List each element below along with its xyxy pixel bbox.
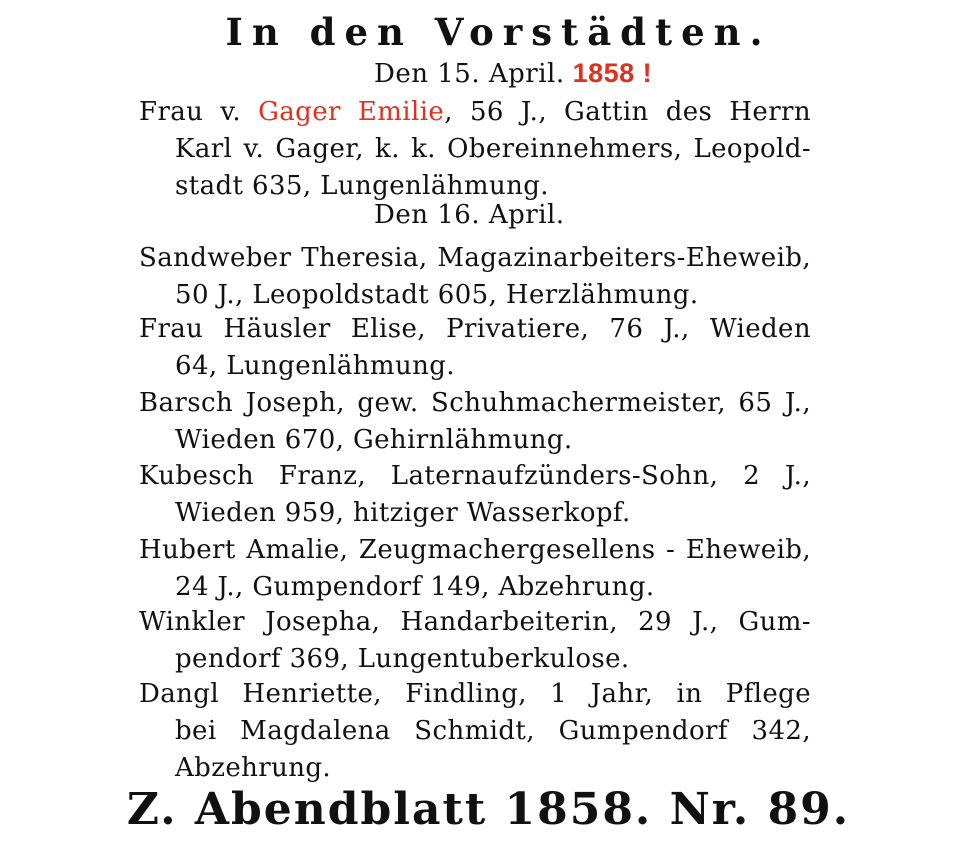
death-notice-barsch: [139, 385, 811, 459]
source-citation: Z. Abendblatt 1858. Nr. 89.: [126, 784, 851, 835]
entry-line: Frau Häusler Elise, Privatiere, 76 J., Wieden: [139, 314, 811, 344]
entry-line: Frau v. Gager Emilie, 56 J., Gattin des Herrn: [139, 97, 812, 127]
date-label: Den 16. April.: [374, 200, 565, 230]
date-line-16-april: [374, 200, 565, 230]
section-heading: In den Vorstädten.: [225, 10, 772, 54]
entry-line: pendorf 369, Lungentuberkulose.: [175, 644, 630, 674]
entry-line: Kubesch Franz, Laternaufzünders-Sohn, 2 J.,: [139, 461, 811, 491]
entry-line: Karl v. Gager, k. k. Obereinnehmers, Leopold-: [175, 134, 811, 164]
death-notice-hubert: [139, 532, 811, 606]
entry-line: 50 J., Leopoldstadt 605, Herzlähmung.: [175, 280, 699, 310]
entry-line: Wieden 959, hitziger Wasserkopf.: [175, 498, 631, 528]
death-notice-sandweber: [139, 240, 811, 314]
entry-line: 24 J., Gumpendorf 149, Abzehrung.: [175, 572, 655, 602]
death-notice-dangl: [139, 676, 811, 787]
entry-line: Winkler Josepha, Handarbeiterin, 29 J., Gum-: [139, 607, 811, 637]
entry-line: Wieden 670, Gehirnlähmung.: [175, 425, 573, 455]
entry-line: Dangl Henriette, Findling, 1 Jahr, in Pflege: [139, 679, 811, 709]
death-notice-kubesch: [139, 458, 811, 532]
year-annotation: 1858 !: [572, 58, 653, 88]
date-label: Den 15. April.: [374, 59, 565, 89]
death-notice-gager: [139, 94, 811, 205]
entry-line: Sandweber Theresia, Magazinarbeiters-Eheweib,: [139, 243, 811, 273]
entry-line: Barsch Joseph, gew. Schuhmachermeister, 65 J.,: [139, 388, 811, 418]
entry-line: bei Magdalena Schmidt, Gumpendorf 342,: [175, 716, 811, 746]
entry-line: Abzehrung.: [175, 753, 332, 783]
death-notice-haeusler: [139, 311, 811, 385]
entry-line: stadt 635, Lungenlähmung.: [175, 171, 549, 201]
entry-line: Hubert Amalie, Zeugmachergesellens - Eheweib,: [139, 535, 811, 565]
highlighted-name: Gager Emilie: [258, 97, 445, 127]
entry-line: 64, Lungenlähmung.: [175, 351, 455, 381]
date-line-15-april: [374, 58, 652, 89]
death-notice-winkler: [139, 604, 811, 678]
